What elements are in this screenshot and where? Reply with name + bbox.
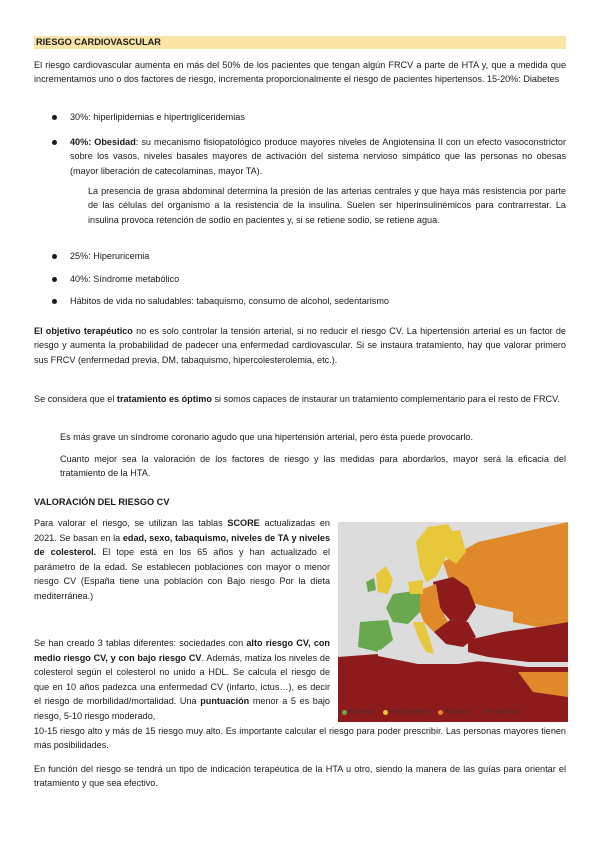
legend-item-moderado: [383, 709, 429, 715]
legend-dot-icon: [342, 710, 347, 715]
bullet-rest: : su mecanismo fisiopatológico produce mayores niveles de Angiotensina II con un efecto vasoconstrictor sobre los vasos, niveles basales mayores de activación del sistema nervioso simpático que las personas no obesas (mayor liberación de catecolaminas, mayor TA).: [70, 137, 566, 176]
legend-label: Muy alto riesgo: [485, 709, 520, 715]
tables-paragraph: [34, 636, 330, 724]
europe-risk-map: [338, 522, 568, 722]
score-post: El tope está en los 65 años y han actualizado el parámetro de la edad. Se establecen poblaciones con mayor o menor riesgo CV (España tiene una población con Bajo riesgo Por la dieta mediterránea.): [34, 547, 330, 601]
tables-mid: . Además, matiza los niveles de colesterol según el colesterol no unido a HDL. Se calcula el riesgo de que en 10 años padezca una enfermedad CV (infarto, ictus…), es decir el riesgo de morbilidad/mortalidad. Una: [34, 652, 331, 707]
intro-paragraph: El riesgo cardiovascular aumenta en más del 50% de los pacientes que tengan algún FRCV a parte de HTA y, que a medida que incrementamos uno o dos factores de riesgo, incrementa proporcionalmente el riesgo de pacientes hipertensos. 15-20%: Diabetes: [34, 60, 566, 85]
bullet-item-obesidad: [70, 135, 566, 178]
bullet-lead: 40%: Obesidad: [70, 137, 136, 147]
note-paragraph-1: Es más grave un síndrome coronario agudo que una hipertensión arterial, pero ésta puede provocarlo.: [60, 432, 474, 442]
section-title-valoracion: VALORACIÓN DEL RIESGO CV: [34, 497, 170, 507]
final-paragraph: En función del riesgo se tendrá un tipo de indicación terapéutica de la HTA u otro, siendo la manera de las guías para orientar el tratamiento y que sea efectivo.: [34, 764, 566, 789]
legend-label: Bajo riesgo: [349, 709, 375, 715]
score-pre: Para valorar el riesgo, se utilizan las tablas: [34, 518, 228, 528]
bullet-text: 25%: Hiperuricemia: [70, 251, 150, 261]
legend-dot-icon: [383, 710, 388, 715]
optimal-paragraph: [34, 392, 566, 406]
bullet-icon: [52, 140, 57, 145]
legend-label: Riesgo moderado: [390, 709, 430, 715]
score-bold: SCORE: [227, 518, 260, 528]
bullet-text: 40%: Síndrome metabólico: [70, 274, 180, 284]
score-bold-list: edad, sexo, tabaquismo, niveles de TA y niveles de colesterol.: [34, 532, 330, 558]
bullet-item-hiperlipidemias: [70, 110, 566, 124]
tables-bold: alto riesgo CV, con medio riesgo CV, y con bajo riesgo CV: [34, 638, 330, 663]
map-illustration: [338, 522, 568, 722]
tables-continued-paragraph: 10-15 riesgo alto y más de 15 riesgo muy alto. Es importante calcular el riesgo para poder prescribir. Las personas mayores tienen más posibilidades.: [34, 726, 566, 751]
tables-post: menor a 5 es bajo riesgo, 5-10 riesgo moderado,: [34, 696, 330, 721]
bullet-item-hiperuricemia: [70, 249, 566, 263]
legend-dot-icon: [478, 710, 483, 715]
bullet-icon: [52, 277, 57, 282]
obesity-detail-paragraph: La presencia de grasa abdominal determina la presión de las arterias centrales y que haya más resistencia por parte de las células del organismo a la resistencia de la insulina. Suelen ser hiperinsulinémicos para contrarrestar. La insulina provoca retención de sodio en pacientes y, si se retiene sodio, se retiene agua.: [88, 186, 566, 225]
optimal-post: si somos capaces de instaurar un tratamiento complementario para el resto de FRCV.: [211, 394, 560, 404]
bullet-text: 30%: hiperlipidemias e hipertrigliceridemias: [70, 112, 245, 122]
legend-label: Alto riesgo: [445, 709, 470, 715]
score-mid: actualizadas en 2021. Se basan en la: [34, 518, 330, 543]
bullet-icon: [52, 115, 57, 120]
optimal-bold: tratamiento es óptimo: [116, 394, 212, 404]
bullet-icon: [52, 299, 57, 304]
note-paragraph-2: Cuanto mejor sea la valoración de los factores de riesgo y las medidas para abordarlos, mayor será la eficacia del tratamiento de la HTA.: [60, 454, 566, 479]
legend-item-muy-alto: [478, 709, 519, 715]
bullet-icon: [52, 254, 57, 259]
bullet-text: [70, 135, 566, 178]
optimal-pre: Se considera que el: [34, 394, 117, 404]
section-header-riesgo: [34, 36, 566, 49]
legend-item-bajo: [342, 709, 374, 715]
map-legend: [342, 705, 519, 719]
bullet-item-sindrome-metabolico: [70, 272, 566, 286]
section-header-title: RIESGO CARDIOVASCULAR: [36, 37, 161, 47]
legend-dot-icon: [438, 710, 443, 715]
legend-item-alto: [438, 709, 469, 715]
objective-paragraph: [34, 324, 566, 367]
bullet-item-habitos: [70, 294, 566, 308]
tables-bold2: puntuación: [200, 696, 250, 707]
bullet-text: Hábitos de vida no saludables: tabaquismo, consumo de alcohol, sedentarismo: [70, 296, 389, 306]
objective-lead: El objetivo terapéutico: [34, 326, 133, 336]
objective-rest: no es solo controlar la tensión arterial, si no reducir el riesgo CV. La hipertensión arterial es un factor de riesgo y aumenta la probabilidad de padecer una enfermedad cardiovascular. Si se instaura tratamiento, hay que valorar primero sus FRCV (enfermedad previa, DM, tabaquismo, hipercolesterolemia, etc.).: [34, 326, 566, 365]
tables-pre: Se han creado 3 tablas diferentes: sociedades con: [34, 638, 247, 648]
score-paragraph: [34, 516, 330, 604]
